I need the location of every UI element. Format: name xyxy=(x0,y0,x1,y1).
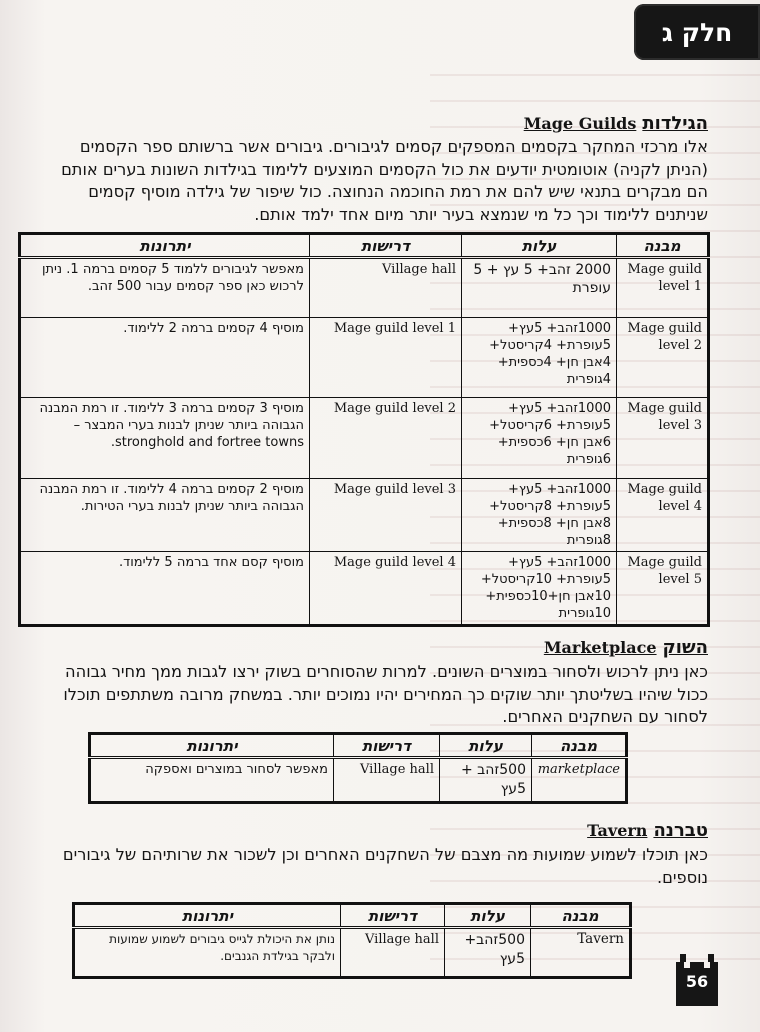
chapter-tab-label: חלק ג xyxy=(661,17,733,47)
header-requires: דרישות xyxy=(341,904,445,928)
header-requires: דרישות xyxy=(310,234,462,258)
header-benefits: יתרונות xyxy=(74,904,341,928)
table-header-row xyxy=(74,904,631,928)
tavern-table xyxy=(72,902,632,979)
cell-building: Mage guild level 2 xyxy=(617,318,709,398)
table-row xyxy=(90,758,627,803)
chapter-tab xyxy=(634,4,760,60)
table-row xyxy=(20,552,709,626)
cell-cost: 1000זהב+ 5עץ+ 5עופרת+ 4קריסטל+ 4אבן חן+ 4כספית+ 4גופרית xyxy=(462,318,617,398)
page-number: 56 xyxy=(685,972,709,991)
header-building: מבנה xyxy=(617,234,709,258)
cell-benefits: מוסיף 2 קסמים ברמה 4 ללימוד. זו רמת המבנה הגבוהה ביותר שניתן לבנות בערי הטירות. xyxy=(20,479,310,552)
header-benefits: יתרונות xyxy=(20,234,310,258)
cell-requires: Mage guild level 1 xyxy=(310,318,462,398)
cell-building: marketplace xyxy=(532,758,627,803)
marketplace-table xyxy=(88,732,628,804)
header-building: מבנה xyxy=(531,904,631,928)
tavern-paragraph: כאן תוכלו לשמוע שמועות מה מצבם של השחקנים האחרים וכן לשכור את שרותיהם של גיבורים נוספים. xyxy=(62,845,708,887)
title-english: Mage Guilds xyxy=(523,114,637,133)
cell-benefits: מוסיף 4 קסמים ברמה 2 ללימוד. xyxy=(20,318,310,398)
cell-cost: 500זהב + 5עץ xyxy=(440,758,532,803)
cell-cost: 2000 זהב+ 5 עץ + 5 עופרת xyxy=(462,258,617,318)
cell-requires: Mage guild level 2 xyxy=(310,398,462,479)
cell-cost: 500זהב+ 5עץ xyxy=(445,928,531,978)
mage-guilds-paragraph: אלו מרכזי המחקר בקסמים המספקים קסמים לגיבורים. גיבורים אשר ברשותם ספר הקסמים (הניתן לקניה) אוטומטית יודעים את כול הקסמים המוצעים ללימוד בגילדות השונות בערים אותם הם מבקרים בתנאי שיש להם את רמת החוכמה הנחוצה. כול שיפור של גילדה מוסיף קסמים שניתנים ללימוד וכך כל מי שנמצא בעיר יותר מיום אחד ילמד אותם. xyxy=(61,137,708,224)
mage-guilds-table xyxy=(18,232,710,627)
section-title-marketplace xyxy=(544,637,708,658)
cell-cost: 1000זהב+ 5עץ+ 5עופרת+ 6קריסטל+ 6אבן חן+ 6כספית+ 6גופרית xyxy=(462,398,617,479)
table-header-row xyxy=(20,234,709,258)
marketplace-paragraph: כאן ניתן לרכוש ולסחור במוצרים השונים. למרות שהסוחרים בשוק ירצו לגבות ממך מחיר גבוהה ככול שיהיו בשליטתך יותר שוקים כך המחירים יהיו נמוכים יותר. במשחק מרובה משתתפים תוכלו לסחור עם השחקנים האחרים. xyxy=(63,662,708,726)
cell-requires: Village hall xyxy=(334,758,440,803)
header-cost: עלות xyxy=(445,904,531,928)
cell-building: Mage guild level 1 xyxy=(617,258,709,318)
header-building: מבנה xyxy=(532,734,627,758)
table-row xyxy=(20,318,709,398)
title-hebrew: הגילדות xyxy=(642,113,708,134)
section-title-tavern xyxy=(587,820,708,841)
cell-benefits: מאפשר לסחור במוצרים ואספקה xyxy=(90,758,334,803)
title-english: Tavern xyxy=(587,821,648,840)
cell-cost: 1000זהב+ 5עץ+ 5עופרת+ 10קריסטל+ 10אבן חן+10כספית+ 10גופרית xyxy=(462,552,617,626)
cell-requires: Village hall xyxy=(341,928,445,978)
cell-requires: Village hall xyxy=(310,258,462,318)
cell-building: Mage guild level 3 xyxy=(617,398,709,479)
cell-requires: Mage guild level 3 xyxy=(310,479,462,552)
table-header-row xyxy=(90,734,627,758)
cell-building: Mage guild level 4 xyxy=(617,479,709,552)
table-row xyxy=(20,258,709,318)
cell-benefits: מאפשר לגיבורים ללמוד 5 קסמים ברמה 1. ניתן לרכוש כאן ספר קסמים עבור 500 זהב. xyxy=(20,258,310,318)
table-row xyxy=(20,479,709,552)
cell-cost: 1000זהב+ 5עץ+ 5עופרת+ 8קריסטל+ 8אבן חן+ 8כספית+ 8גופרית xyxy=(462,479,617,552)
table-row xyxy=(74,928,631,978)
title-hebrew: השוק xyxy=(662,637,708,658)
cell-building: Mage guild level 5 xyxy=(617,552,709,626)
title-hebrew: טברנה xyxy=(653,820,708,841)
header-requires: דרישות xyxy=(334,734,440,758)
cell-benefits: מוסיף קסם אחד ברמה 5 ללימוד. xyxy=(20,552,310,626)
header-cost: עלות xyxy=(462,234,617,258)
cell-benefits: מוסיף 3 קסמים ברמה 3 ללימוד. זו רמת המבנה הגבוהה ביותר שניתן לבנות בערי המבצר – stronghold and fortree towns. xyxy=(20,398,310,479)
header-cost: עלות xyxy=(440,734,532,758)
title-english: Marketplace xyxy=(543,638,657,657)
table-row xyxy=(20,398,709,479)
cell-building: Tavern xyxy=(531,928,631,978)
cell-requires: Mage guild level 4 xyxy=(310,552,462,626)
cell-benefits: נותן את היכולת לגייס גיבורים לשמוע שמועות ולבקר בגילדת הגנבים. xyxy=(74,928,341,978)
header-benefits: יתרונות xyxy=(90,734,334,758)
section-title-mage-guilds xyxy=(524,113,708,134)
